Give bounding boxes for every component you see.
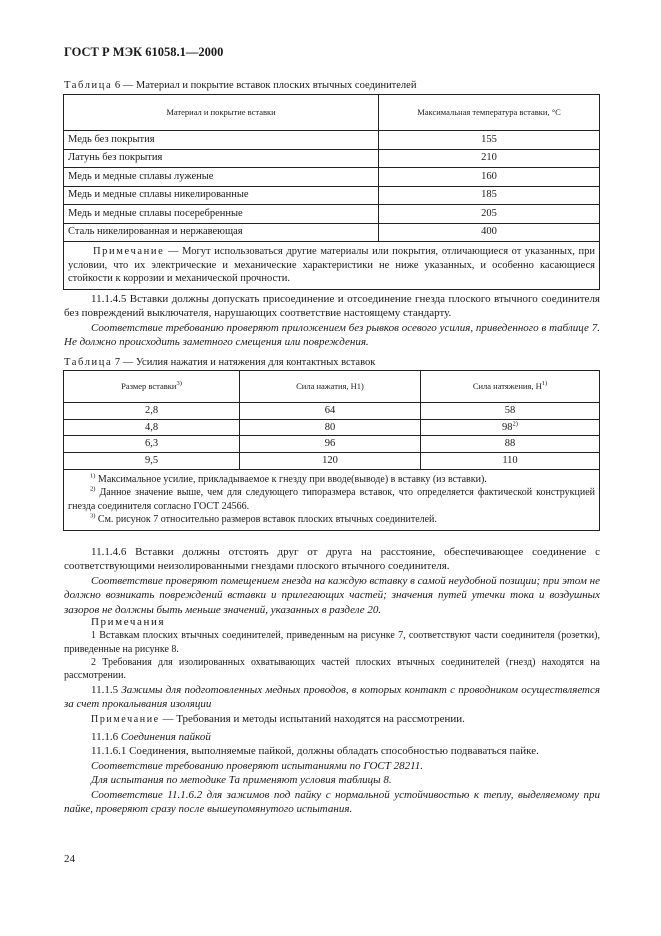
pull-cell xyxy=(421,453,600,470)
footnote-mark: 1) xyxy=(541,380,548,388)
table7-col-pull-label: Сила натяжения, Н xyxy=(472,380,542,391)
table6-note-word: Примечание xyxy=(93,246,165,257)
table6-note xyxy=(64,242,600,290)
table6-note-text: — Могут использоваться другие материалы или покрытия, отличающиеся от указанных, при условии, что их электрические и механические характеристики не ниже указанных, и особенно касающиеся стойкости к коррозии и механической прочности. xyxy=(68,246,595,285)
table7-caption-text: 7 — Усилия нажатия и натяжения для контактных вставок xyxy=(112,357,376,368)
push-cell: 80 xyxy=(240,419,421,436)
table-row xyxy=(64,168,600,187)
table-row xyxy=(64,186,600,205)
table7-footnotes-row xyxy=(64,469,600,530)
paragraph-compliance-1: Соответствие требованию проверяют испытаниями по ГОСТ 28211. xyxy=(91,759,424,772)
note-3-block xyxy=(64,712,600,726)
footnote-mark: 3) xyxy=(90,512,96,520)
note-2: 2 Требования для изолированных охватывающих частей плоских втычных соединителей (гнезд) находятся на рассмотрении. xyxy=(64,656,600,681)
paragraph-compliance-2: Для испытания по методике Та применяют условия таблицы 8. xyxy=(91,774,392,787)
table6-col-material: Материал и покрытие вставки xyxy=(64,95,379,131)
paragraph-text: 11.1.4.5 Вставки должны допускать присоединение и отсоединение гнезда плоского втычного соединителя без повреждений выключателя, нарушающих соответствие настоящему стандарту. xyxy=(64,293,600,320)
size-cell: 4,8 xyxy=(64,419,240,436)
table7-col-size-label: Размер вставки xyxy=(121,380,177,391)
table6-note-row xyxy=(64,242,600,290)
paragraph-11-1-5 xyxy=(64,683,600,712)
temp-cell: 210 xyxy=(379,149,600,168)
temp-cell: 160 xyxy=(379,168,600,187)
pull-value: 58 xyxy=(504,405,516,417)
push-cell: 96 xyxy=(240,436,421,453)
temp-cell: 185 xyxy=(379,186,600,205)
note-3 xyxy=(64,712,600,726)
table-row xyxy=(64,436,600,453)
notes-title: Примечания xyxy=(91,616,166,628)
paragraph-11-1-4-5 xyxy=(64,292,600,350)
table-row xyxy=(64,205,600,224)
footnote-text: Максимальное усилие, прикладываемое к гнезду при вводе(выводе) в вставку (из вставки). xyxy=(95,473,487,485)
table-row xyxy=(64,223,600,242)
table-row xyxy=(64,403,600,420)
table-row xyxy=(64,131,600,150)
push-cell: 120 xyxy=(240,453,421,470)
pull-cell xyxy=(421,403,600,420)
footnote-text: Данное значение выше, чем для следующего типоразмера вставок, что определяется фактической конструкцией гнезда соединителя согласно ГОСТ 24566. xyxy=(68,487,595,512)
footnote-1 xyxy=(68,473,595,487)
notes-block xyxy=(64,615,600,682)
footnote-mark: 2) xyxy=(90,485,96,493)
table7-caption-word: Таблица xyxy=(64,357,113,368)
paragraph-11-1-6-1: 11.1.6.1 Соединения, выполняемые пайкой, должны обладать способностью подваваться пайке. xyxy=(91,745,539,758)
note-3-text: — Требования и методы испытаний находятся на рассмотрении. xyxy=(159,713,465,725)
paragraph-compliance: Соответствие проверяют помещением гнезда на каждую вставку в самой неудобной позиции; при этом не должно возникать повреждений вставки и прилегающих частей; значения путей утечки тока и воздушных зазоров не должны быть меньше значений, указанных в разделе 20. xyxy=(64,574,600,616)
material-cell: Медь и медные сплавы луженые xyxy=(64,168,379,187)
push-cell: 64 xyxy=(240,403,421,420)
paragraph-heading xyxy=(64,730,600,744)
table6-col-temp: Максимальная температура вставки, °С xyxy=(379,95,600,131)
table-row xyxy=(64,453,600,470)
paragraph-title: Соединения пайкой xyxy=(120,731,211,743)
paragraph-11-1-6 xyxy=(64,730,600,816)
table7-col-pull xyxy=(421,371,600,403)
table6-header-row xyxy=(64,95,600,131)
pull-cell xyxy=(421,419,600,436)
paragraph-heading xyxy=(64,683,600,712)
paragraph-compliance: Соответствие требованию проверяют приложением без рывков осевого усилия, приведенного в таблице 7. Не должно происходить заметного смещения или повреждения. xyxy=(64,321,600,349)
footnote-text: См. рисунок 7 относительно размеров вставок плоских втычных соединителей. xyxy=(95,514,437,526)
paragraph-compliance-3: Соответствие 11.1.6.2 для зажимов под пайку с нормальной устойчивостью к теплу, выделяемому при пайке, проверяют сразу после вышеупомянутого испытания. xyxy=(64,788,600,816)
paragraph-number: 11.1.5 xyxy=(91,684,122,696)
table7-header-row xyxy=(64,371,600,403)
table-row xyxy=(64,149,600,168)
footnote-3 xyxy=(68,513,595,527)
material-cell: Медь и медные сплавы никелированные xyxy=(64,186,379,205)
table-row xyxy=(64,419,600,436)
paragraph-11-1-4-6 xyxy=(64,545,600,617)
document-header: ГОСТ Р МЭК 61058.1—2000 xyxy=(64,45,224,59)
pull-value: 88 xyxy=(504,438,516,450)
pull-value: 98 xyxy=(502,421,513,433)
material-cell: Латунь без покрытия xyxy=(64,149,379,168)
table6-caption xyxy=(64,79,416,93)
paragraph-number: 11.1.6 xyxy=(91,731,121,743)
pull-cell xyxy=(421,436,600,453)
size-cell: 6,3 xyxy=(64,436,240,453)
temp-cell: 155 xyxy=(379,131,600,150)
table7-caption xyxy=(64,356,375,370)
temp-cell: 205 xyxy=(379,205,600,224)
footnote-mark: 2) xyxy=(512,420,518,428)
material-cell: Медь без покрытия xyxy=(64,131,379,150)
table6 xyxy=(63,94,600,290)
material-cell: Медь и медные сплавы посеребренные xyxy=(64,205,379,224)
footnote-mark: 1) xyxy=(90,472,96,480)
note-1: 1 Вставкам плоских втычных соединителей, приведенным на рисунке 7, соответствуют части соединителя (розетки), приведенные на рисунке 8. xyxy=(64,630,600,655)
footnote-mark: 3) xyxy=(176,380,182,388)
material-cell: Сталь никелированная и нержавеющая xyxy=(64,223,379,242)
table7-col-push: Сила нажатия, Н1) xyxy=(240,371,421,403)
table6-caption-word: Таблица xyxy=(64,80,113,91)
paragraph-text: 11.1.4.6 Вставки должны отстоять друг от друга на расстояние, обеспечивающее соединение с соответствующими неизолированными гнездами плоского втычного соединителя. xyxy=(64,546,600,573)
size-cell: 9,5 xyxy=(64,453,240,470)
table7-footnotes xyxy=(64,469,600,530)
table7 xyxy=(63,370,600,531)
footnote-2 xyxy=(68,486,595,513)
pull-value: 110 xyxy=(502,455,518,467)
size-cell: 2,8 xyxy=(64,403,240,420)
page-number: 24 xyxy=(64,853,75,865)
paragraph-title: Зажимы для подготовленных медных проводов, в которых контакт с проводником осуществляется за счет прокалывания изоляции xyxy=(64,684,600,711)
table6-caption-text: 6 — Материал и покрытие вставок плоских втычных соединителей xyxy=(112,80,417,91)
note-3-word: Примечание xyxy=(91,714,160,725)
temp-cell: 400 xyxy=(379,223,600,242)
table7-col-size xyxy=(64,371,240,403)
